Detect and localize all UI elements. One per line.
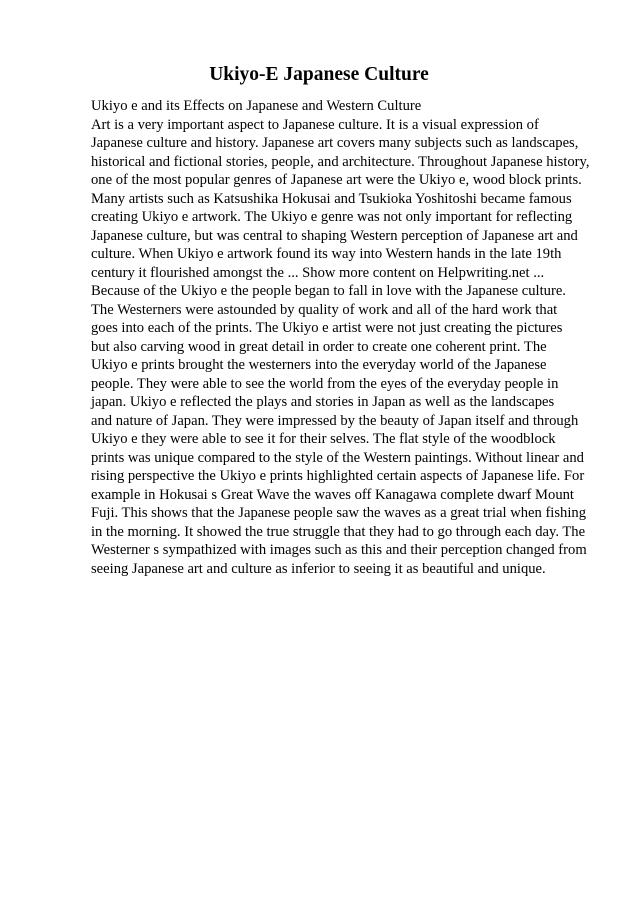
document-title: Ukiyo-E Japanese Culture [209,64,429,85]
body-line: Art is a very important aspect to Japanese culture. It is a visual expression of [91,116,539,133]
body-line: in the morning. It showed the true struggle that they had to go through each day. The [91,523,586,540]
body-line: rising perspective the Ukiyo e prints highlighted certain aspects of Japanese life. For [91,468,585,484]
body-line: Many artists such as Katsushika Hokusai and Tsukioka Yoshitoshi became famous [91,190,572,207]
body-line: one of the most popular genres of Japanese art were the Ukiyo e, wood block prints. [91,172,582,188]
document-body [91,97,611,578]
body-line: Because of the Ukiyo e the people began to fall in love with the Japanese culture. [91,283,566,299]
body-line: creating Ukiyo e artwork. The Ukiyo e genre was not only important for reflecting [91,209,573,225]
body-line: Ukiyo e and its Effects on Japanese and Western Culture [91,98,422,114]
body-line: japan. Ukiyo e reflected the plays and stories in Japan as well as the landscapes [91,394,555,410]
body-line: culture. When Ukiyo e artwork found its way into Western hands in the late 19th [91,246,562,262]
body-line: Japanese culture, but was central to shaping Western perception of Japanese art and [91,227,578,244]
body-line: Ukiyo e prints brought the westerners into the everyday world of the Japanese [91,357,547,373]
body-line: goes into each of the prints. The Ukiyo e artist were not just creating the pictures [91,320,563,336]
body-line: Japanese culture and history. Japanese art covers many subjects such as landscapes, [91,135,579,151]
body-line: example in Hokusai s Great Wave the waves off Kanagawa complete dwarf Mount [91,486,574,503]
body-line: but also carving wood in great detail in order to create one coherent print. The [91,338,547,355]
body-line: prints was unique compared to the style of the Western paintings. Without linear and [91,449,584,466]
body-line: and nature of Japan. They were impressed by the beauty of Japan itself and through [91,412,579,429]
body-line: Westerner s sympathized with images such as this and their perception changed from [91,542,587,558]
body-line: century it flourished amongst the ... Show more content on Helpwriting.net ... [91,264,545,281]
body-line: The Westerners were astounded by quality of work and all of the hard work that [91,301,558,318]
body-line: people. They were able to see the world from the eyes of the everyday people in [91,375,559,392]
body-line: historical and fictional stories, people, and architecture. Throughout Japanese history, [91,153,590,170]
body-line: seeing Japanese art and culture as inferior to seeing it as beautiful and unique. [91,560,546,577]
body-line: Fuji. This shows that the Japanese people saw the waves as a great trial when fishing [91,505,586,521]
body-line: Ukiyo e they were able to see it for their selves. The flat style of the woodblock [91,431,556,447]
